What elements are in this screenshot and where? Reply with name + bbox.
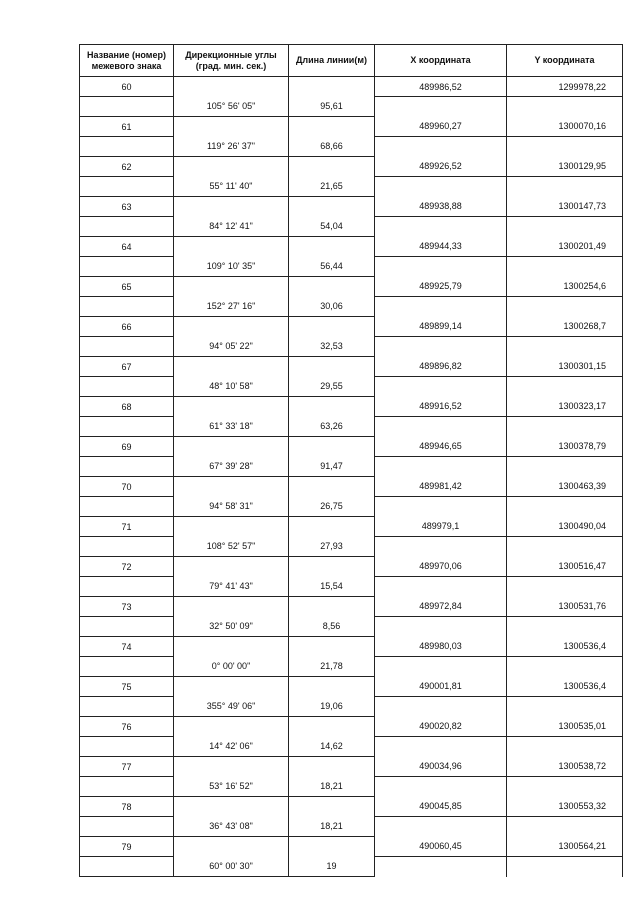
point-name: 72 xyxy=(80,557,174,577)
empty-cell xyxy=(174,677,289,697)
empty-cell xyxy=(174,237,289,257)
point-row xyxy=(80,477,623,497)
line-length: 56,44 xyxy=(289,257,375,277)
point-name: 74 xyxy=(80,637,174,657)
header-length: Длина линии(м) xyxy=(289,45,375,77)
direction-angle: 108° 52' 57" xyxy=(174,537,289,557)
empty-cell xyxy=(507,457,623,477)
x-coordinate: 489960,27 xyxy=(375,117,507,137)
empty-cell xyxy=(507,497,623,517)
empty-cell xyxy=(289,317,375,337)
empty-cell xyxy=(375,617,507,637)
empty-cell xyxy=(507,737,623,757)
empty-cell xyxy=(80,857,174,877)
line-length: 21,78 xyxy=(289,657,375,677)
direction-angle: 67° 39' 28" xyxy=(174,457,289,477)
y-coordinate: 1300301,15 xyxy=(507,357,623,377)
empty-cell xyxy=(375,577,507,597)
point-row xyxy=(80,157,623,177)
x-coordinate: 489896,82 xyxy=(375,357,507,377)
empty-cell xyxy=(375,97,507,117)
empty-cell xyxy=(174,837,289,857)
empty-cell xyxy=(375,657,507,677)
x-coordinate: 489944,33 xyxy=(375,237,507,257)
empty-cell xyxy=(507,177,623,197)
segment-row xyxy=(80,657,623,677)
x-coordinate: 490060,45 xyxy=(375,837,507,857)
empty-cell xyxy=(375,217,507,237)
direction-angle: 119° 26' 37" xyxy=(174,137,289,157)
empty-cell xyxy=(174,197,289,217)
direction-angle: 109° 10' 35" xyxy=(174,257,289,277)
empty-cell xyxy=(80,577,174,597)
line-length: 30,06 xyxy=(289,297,375,317)
direction-angle: 48° 10' 58" xyxy=(174,377,289,397)
empty-cell xyxy=(375,497,507,517)
direction-angle: 55° 11' 40" xyxy=(174,177,289,197)
x-coordinate: 489980,03 xyxy=(375,637,507,657)
point-name: 66 xyxy=(80,317,174,337)
point-name: 70 xyxy=(80,477,174,497)
empty-cell xyxy=(289,437,375,457)
line-length: 8,56 xyxy=(289,617,375,637)
direction-angle: 79° 41' 43" xyxy=(174,577,289,597)
empty-cell xyxy=(80,177,174,197)
point-name: 68 xyxy=(80,397,174,417)
empty-cell xyxy=(289,757,375,777)
point-row xyxy=(80,237,623,257)
empty-cell xyxy=(375,457,507,477)
empty-cell xyxy=(80,697,174,717)
empty-cell xyxy=(174,117,289,137)
segment-row xyxy=(80,817,623,837)
segment-row xyxy=(80,297,623,317)
empty-cell xyxy=(289,157,375,177)
point-name: 79 xyxy=(80,837,174,857)
empty-cell xyxy=(80,297,174,317)
line-length: 29,55 xyxy=(289,377,375,397)
empty-cell xyxy=(289,597,375,617)
segment-row xyxy=(80,617,623,637)
empty-cell xyxy=(507,217,623,237)
header-name: Название (номер) межевого знака xyxy=(80,45,174,77)
direction-angle: 36° 43' 08" xyxy=(174,817,289,837)
y-coordinate: 1300201,49 xyxy=(507,237,623,257)
empty-cell xyxy=(375,817,507,837)
empty-cell xyxy=(289,557,375,577)
point-name: 60 xyxy=(80,77,174,97)
empty-cell xyxy=(289,277,375,297)
point-row xyxy=(80,557,623,577)
segment-row xyxy=(80,697,623,717)
point-row xyxy=(80,117,623,137)
point-row xyxy=(80,357,623,377)
y-coordinate: 1300490,04 xyxy=(507,517,623,537)
point-row xyxy=(80,677,623,697)
line-length: 21,65 xyxy=(289,177,375,197)
empty-cell xyxy=(289,237,375,257)
empty-cell xyxy=(375,537,507,557)
empty-cell xyxy=(289,717,375,737)
y-coordinate: 1300147,73 xyxy=(507,197,623,217)
empty-cell xyxy=(174,157,289,177)
segment-row xyxy=(80,417,623,437)
empty-cell xyxy=(80,817,174,837)
x-coordinate: 490020,82 xyxy=(375,717,507,737)
empty-cell xyxy=(80,777,174,797)
header-x: X координата xyxy=(375,45,507,77)
point-name: 75 xyxy=(80,677,174,697)
empty-cell xyxy=(289,357,375,377)
x-coordinate: 489970,06 xyxy=(375,557,507,577)
line-length: 68,66 xyxy=(289,137,375,157)
point-name: 77 xyxy=(80,757,174,777)
empty-cell xyxy=(507,257,623,277)
line-length: 19,06 xyxy=(289,697,375,717)
x-coordinate: 489916,52 xyxy=(375,397,507,417)
direction-angle: 61° 33' 18" xyxy=(174,417,289,437)
empty-cell xyxy=(375,177,507,197)
line-length: 32,53 xyxy=(289,337,375,357)
direction-angle: 53° 16' 52" xyxy=(174,777,289,797)
x-coordinate: 489938,88 xyxy=(375,197,507,217)
direction-angle: 94° 58' 31" xyxy=(174,497,289,517)
x-coordinate: 489946,65 xyxy=(375,437,507,457)
y-coordinate: 1300463,39 xyxy=(507,477,623,497)
direction-angle: 355° 49' 06" xyxy=(174,697,289,717)
empty-cell xyxy=(507,377,623,397)
segment-row xyxy=(80,257,623,277)
empty-cell xyxy=(174,477,289,497)
empty-cell xyxy=(174,437,289,457)
empty-cell xyxy=(289,77,375,97)
empty-cell xyxy=(289,517,375,537)
point-name: 65 xyxy=(80,277,174,297)
empty-cell xyxy=(80,97,174,117)
line-length: 19 xyxy=(289,857,375,877)
empty-cell xyxy=(174,757,289,777)
segment-row xyxy=(80,777,623,797)
direction-angle: 32° 50' 09" xyxy=(174,617,289,637)
direction-angle: 60° 00' 30" xyxy=(174,857,289,877)
y-coordinate: 1300129,95 xyxy=(507,157,623,177)
table-header-row xyxy=(80,45,623,77)
point-row xyxy=(80,637,623,657)
empty-cell xyxy=(80,737,174,757)
empty-cell xyxy=(174,717,289,737)
y-coordinate: 1300070,16 xyxy=(507,117,623,137)
segment-row xyxy=(80,497,623,517)
direction-angle: 152° 27' 16" xyxy=(174,297,289,317)
x-coordinate: 490045,85 xyxy=(375,797,507,817)
empty-cell xyxy=(507,657,623,677)
x-coordinate: 489926,52 xyxy=(375,157,507,177)
empty-cell xyxy=(289,197,375,217)
point-name: 71 xyxy=(80,517,174,537)
point-name: 73 xyxy=(80,597,174,617)
empty-cell xyxy=(507,577,623,597)
empty-cell xyxy=(80,537,174,557)
empty-cell xyxy=(375,297,507,317)
point-row xyxy=(80,517,623,537)
empty-cell xyxy=(289,477,375,497)
line-length: 18,21 xyxy=(289,777,375,797)
line-length: 54,04 xyxy=(289,217,375,237)
empty-cell xyxy=(174,317,289,337)
point-row xyxy=(80,197,623,217)
y-coordinate: 1300536,4 xyxy=(507,637,623,657)
point-row xyxy=(80,597,623,617)
empty-cell xyxy=(375,337,507,357)
direction-angle: 0° 00' 00" xyxy=(174,657,289,677)
empty-cell xyxy=(507,777,623,797)
empty-cell xyxy=(507,697,623,717)
empty-cell xyxy=(289,637,375,657)
line-length: 15,54 xyxy=(289,577,375,597)
line-length: 18,21 xyxy=(289,817,375,837)
empty-cell xyxy=(174,357,289,377)
empty-cell xyxy=(80,377,174,397)
y-coordinate: 1299978,22 xyxy=(507,77,623,97)
empty-cell xyxy=(375,257,507,277)
empty-cell xyxy=(174,77,289,97)
point-name: 63 xyxy=(80,197,174,217)
empty-cell xyxy=(507,817,623,837)
x-coordinate: 489972,84 xyxy=(375,597,507,617)
direction-angle: 14° 42' 06" xyxy=(174,737,289,757)
segment-row xyxy=(80,537,623,557)
table-body xyxy=(80,77,623,877)
point-row xyxy=(80,717,623,737)
empty-cell xyxy=(174,557,289,577)
point-name: 76 xyxy=(80,717,174,737)
header-y: Y координата xyxy=(507,45,623,77)
y-coordinate: 1300516,47 xyxy=(507,557,623,577)
empty-cell xyxy=(80,657,174,677)
empty-cell xyxy=(174,597,289,617)
empty-cell xyxy=(174,797,289,817)
empty-cell xyxy=(507,417,623,437)
y-coordinate: 1300553,32 xyxy=(507,797,623,817)
empty-cell xyxy=(289,837,375,857)
y-coordinate: 1300254,6 xyxy=(507,277,623,297)
line-length: 91,47 xyxy=(289,457,375,477)
point-row xyxy=(80,277,623,297)
empty-cell xyxy=(375,737,507,757)
empty-cell xyxy=(80,497,174,517)
point-name: 69 xyxy=(80,437,174,457)
segment-row xyxy=(80,457,623,477)
empty-cell xyxy=(375,857,507,877)
empty-cell xyxy=(289,677,375,697)
y-coordinate: 1300378,79 xyxy=(507,437,623,457)
empty-cell xyxy=(80,417,174,437)
empty-cell xyxy=(375,377,507,397)
point-name: 61 xyxy=(80,117,174,137)
point-row xyxy=(80,317,623,337)
line-length: 95,61 xyxy=(289,97,375,117)
direction-angle: 84° 12' 41" xyxy=(174,217,289,237)
empty-cell xyxy=(174,517,289,537)
empty-cell xyxy=(507,297,623,317)
point-row xyxy=(80,397,623,417)
empty-cell xyxy=(507,537,623,557)
empty-cell xyxy=(507,617,623,637)
x-coordinate: 490001,81 xyxy=(375,677,507,697)
empty-cell xyxy=(289,397,375,417)
empty-cell xyxy=(507,97,623,117)
empty-cell xyxy=(289,117,375,137)
empty-cell xyxy=(174,277,289,297)
segment-row xyxy=(80,337,623,357)
empty-cell xyxy=(375,777,507,797)
y-coordinate: 1300564,21 xyxy=(507,837,623,857)
point-name: 64 xyxy=(80,237,174,257)
y-coordinate: 1300268,7 xyxy=(507,317,623,337)
empty-cell xyxy=(375,137,507,157)
empty-cell xyxy=(174,637,289,657)
direction-angle: 105° 56' 05" xyxy=(174,97,289,117)
segment-row xyxy=(80,577,623,597)
y-coordinate: 1300535,01 xyxy=(507,717,623,737)
point-row xyxy=(80,77,623,97)
empty-cell xyxy=(507,857,623,877)
empty-cell xyxy=(80,337,174,357)
empty-cell xyxy=(80,217,174,237)
line-length: 14,62 xyxy=(289,737,375,757)
empty-cell xyxy=(507,337,623,357)
empty-cell xyxy=(80,617,174,637)
line-length: 26,75 xyxy=(289,497,375,517)
line-length: 63,26 xyxy=(289,417,375,437)
empty-cell xyxy=(289,797,375,817)
empty-cell xyxy=(375,417,507,437)
segment-row xyxy=(80,177,623,197)
point-row xyxy=(80,757,623,777)
x-coordinate: 489925,79 xyxy=(375,277,507,297)
y-coordinate: 1300538,72 xyxy=(507,757,623,777)
point-row xyxy=(80,837,623,857)
empty-cell xyxy=(80,457,174,477)
direction-angle: 94° 05' 22" xyxy=(174,337,289,357)
header-angles: Дирекционные углы (град. мин. сек.) xyxy=(174,45,289,77)
empty-cell xyxy=(80,137,174,157)
line-length: 27,93 xyxy=(289,537,375,557)
empty-cell xyxy=(507,137,623,157)
empty-cell xyxy=(174,397,289,417)
point-name: 78 xyxy=(80,797,174,817)
segment-row xyxy=(80,857,623,877)
segment-row xyxy=(80,217,623,237)
y-coordinate: 1300536,4 xyxy=(507,677,623,697)
point-row xyxy=(80,797,623,817)
point-name: 62 xyxy=(80,157,174,177)
x-coordinate: 489899,14 xyxy=(375,317,507,337)
point-row xyxy=(80,437,623,457)
segment-row xyxy=(80,97,623,117)
x-coordinate: 489986,52 xyxy=(375,77,507,97)
segment-row xyxy=(80,377,623,397)
x-coordinate: 489979,1 xyxy=(375,517,507,537)
x-coordinate: 489981,42 xyxy=(375,477,507,497)
y-coordinate: 1300531,76 xyxy=(507,597,623,617)
segment-row xyxy=(80,737,623,757)
point-name: 67 xyxy=(80,357,174,377)
boundary-coordinates-table xyxy=(79,44,623,877)
segment-row xyxy=(80,137,623,157)
empty-cell xyxy=(375,697,507,717)
empty-cell xyxy=(80,257,174,277)
y-coordinate: 1300323,17 xyxy=(507,397,623,417)
x-coordinate: 490034,96 xyxy=(375,757,507,777)
